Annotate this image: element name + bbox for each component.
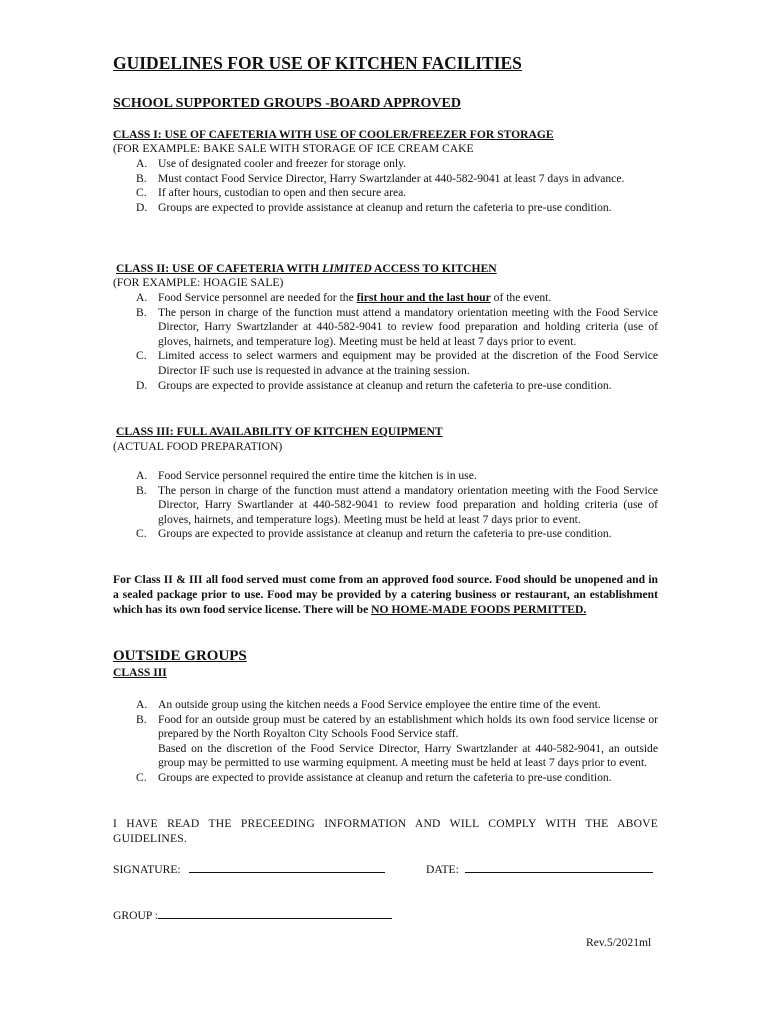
list-item bbox=[113, 291, 658, 306]
list-text: Based on the discretion of the Food Service Director, Harry Swartzlander at 440-582-9041, an outside group may be permitted to use warming equipment. A meeting must be held at least 7 days prior to event. bbox=[158, 741, 658, 770]
class1-example: (FOR EXAMPLE: BAKE SALE WITH STORAGE OF ICE CREAM CAKE bbox=[113, 142, 474, 155]
list-text: The person in charge of the function must attend a mandatory orientation meeting with the Food Service Director, Harry Swartlander at 440-582-9041 to review food preparation and holding criteria (use of gloves, hairnets, and temperature logs). Meeting must be held at least 7 days prior to event. bbox=[158, 483, 658, 526]
class2-heading-pre: CLASS II: USE OF CAFETERIA WITH bbox=[116, 262, 323, 275]
group-row bbox=[113, 907, 392, 924]
class2-example: (FOR EXAMPLE: HOAGIE SALE) bbox=[113, 276, 284, 289]
list-text: The person in charge of the function must attend a mandatory orientation meeting with the Food Service Director, Harry Swartzlander at 440-582-9041 to review food preparation and holding criteria (use of gloves, hairnets, and temperature log). Meeting must be held at least 7 days prior to event. bbox=[158, 305, 658, 348]
food-source-notice bbox=[113, 572, 658, 617]
class2-heading bbox=[116, 262, 497, 277]
list-item bbox=[113, 713, 658, 742]
outside-groups-heading: OUTSIDE GROUPS bbox=[113, 648, 247, 664]
list-text: Must contact Food Service Director, Harry Swartzlander at 440-582-9041 at least 7 days in advance. bbox=[158, 171, 625, 185]
list-item bbox=[113, 306, 658, 350]
date-row bbox=[426, 861, 653, 878]
class2-heading-emphasis: LIMITED bbox=[322, 262, 372, 275]
list-marker: C. bbox=[136, 770, 147, 784]
list-text: Food for an outside group must be catered by an establishment which holds its own food service license or prepared by the North Royalton City Schools Food Service staff. bbox=[158, 712, 658, 741]
list-item bbox=[113, 742, 658, 771]
date-field[interactable] bbox=[465, 861, 653, 873]
list-marker: D. bbox=[136, 200, 148, 214]
signature-field[interactable] bbox=[189, 861, 385, 873]
list-text: An outside group using the kitchen needs a Food Service employee the entire time of the event. bbox=[158, 698, 601, 711]
outside-list bbox=[113, 698, 658, 786]
list-text: If after hours, custodian to open and then secure area. bbox=[158, 186, 407, 200]
list-item bbox=[113, 157, 658, 172]
signature-label: SIGNATURE: bbox=[113, 863, 181, 876]
class1-list bbox=[113, 157, 658, 215]
outside-class-label: CLASS III bbox=[113, 666, 167, 679]
page-title: GUIDELINES FOR USE OF KITCHEN FACILITIES bbox=[113, 53, 522, 73]
notice-underlined: NO HOME-MADE FOODS PERMITTED. bbox=[371, 603, 587, 616]
notice-text: For Class II & III all food served must come from an approved food source. Food should be unopened and in a sealed package prior to use. Food may be provided by a catering business or restaurant, an establishment which has its own food service license. There will be bbox=[113, 573, 658, 616]
list-item bbox=[113, 698, 658, 713]
list-text: Groups are expected to provide assistance at cleanup and return the cafeteria to pre-use condition. bbox=[158, 378, 612, 392]
class3-list bbox=[113, 469, 658, 542]
group-label: GROUP : bbox=[113, 909, 158, 922]
list-text-emphasis: first hour and the last hour bbox=[356, 291, 491, 304]
list-item bbox=[113, 349, 658, 378]
revision-note: Rev.5/2021ml bbox=[586, 936, 652, 949]
list-marker: B. bbox=[136, 171, 147, 185]
class1-heading: CLASS I: USE OF CAFETERIA WITH USE OF COOLER/FREEZER FOR STORAGE bbox=[113, 128, 554, 141]
list-text: Groups are expected to provide assistance at cleanup and return the cafeteria to pre-use condition. bbox=[158, 770, 612, 784]
list-item bbox=[113, 484, 658, 528]
class2-list bbox=[113, 291, 658, 393]
list-marker: A. bbox=[136, 469, 148, 482]
class3-heading: CLASS III: FULL AVAILABILITY OF KITCHEN EQUIPMENT bbox=[116, 425, 443, 438]
list-marker: B. bbox=[136, 483, 147, 497]
list-text: Limited access to select warmers and equipment may be provided at the discretion of the Food Service Director IF such use is requested in advance at the training session. bbox=[158, 349, 658, 377]
class3-example: (ACTUAL FOOD PREPARATION) bbox=[113, 440, 283, 453]
list-marker: B. bbox=[136, 712, 147, 726]
list-text: of the event. bbox=[490, 291, 552, 304]
date-label: DATE: bbox=[426, 863, 459, 876]
list-item bbox=[113, 186, 658, 201]
acknowledgement-text: I HAVE READ THE PRECEEDING INFORMATION AND WILL COMPLY WITH THE ABOVE GUIDELINES. bbox=[113, 817, 658, 845]
list-marker: C. bbox=[136, 527, 147, 541]
list-text: Groups are expected to provide assistance at cleanup and return the cafeteria to pre-use condition. bbox=[158, 527, 612, 541]
list-item bbox=[113, 469, 658, 484]
list-item bbox=[113, 771, 658, 786]
list-marker: A. bbox=[136, 291, 148, 304]
list-text: Groups are expected to provide assistance at cleanup and return the cafeteria to pre-use condition. bbox=[158, 200, 612, 214]
list-text: Use of designated cooler and freezer for storage only. bbox=[158, 157, 407, 170]
signature-row bbox=[113, 861, 385, 878]
list-marker: C. bbox=[136, 349, 147, 363]
list-marker: A. bbox=[136, 157, 148, 170]
section-subtitle: SCHOOL SUPPORTED GROUPS -BOARD APPROVED bbox=[113, 96, 461, 111]
list-item bbox=[113, 527, 658, 542]
group-field[interactable] bbox=[158, 907, 392, 919]
list-marker: A. bbox=[136, 698, 148, 711]
list-text: Food Service personnel required the entire time the kitchen is in use. bbox=[158, 469, 477, 482]
list-text: Food Service personnel are needed for the bbox=[158, 291, 357, 304]
class2-heading-post: ACCESS TO KITCHEN bbox=[371, 262, 497, 275]
list-item bbox=[113, 201, 658, 216]
list-marker: C. bbox=[136, 186, 147, 200]
list-marker: D. bbox=[136, 378, 148, 392]
list-marker: B. bbox=[136, 305, 147, 319]
list-item bbox=[113, 379, 658, 394]
list-item bbox=[113, 172, 658, 187]
